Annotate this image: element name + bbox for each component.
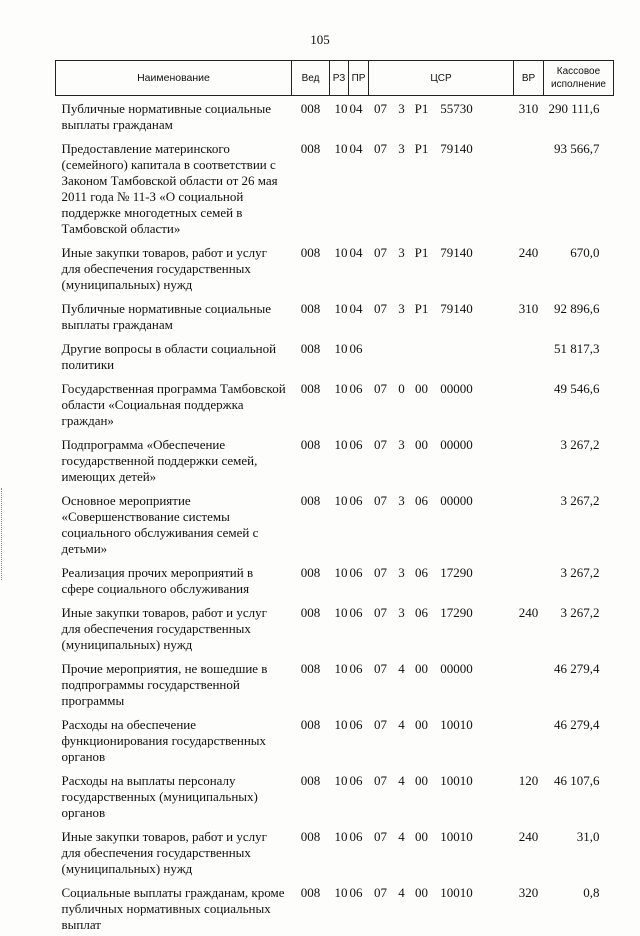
table-row xyxy=(56,600,614,656)
row-csr-program: 07 xyxy=(369,885,393,901)
row-csr xyxy=(369,656,514,712)
row-kassovoe-ispolnenie: 46 107,6 xyxy=(544,768,614,824)
row-csr-subprogram: 3 xyxy=(393,101,411,117)
row-pr: 04 xyxy=(349,240,369,296)
row-ved: 008 xyxy=(292,600,330,656)
row-csr-activity: 00 xyxy=(411,381,433,397)
row-vr xyxy=(514,560,544,600)
row-csr xyxy=(369,136,514,240)
row-csr-subprogram: 3 xyxy=(393,565,411,581)
row-csr xyxy=(369,336,514,376)
row-rz: 10 xyxy=(330,336,349,376)
row-csr-direction: 79140 xyxy=(433,245,481,261)
row-kassovoe-ispolnenie: 92 896,6 xyxy=(544,296,614,336)
row-pr: 06 xyxy=(349,488,369,560)
row-ved: 008 xyxy=(292,560,330,600)
row-csr-direction: 00000 xyxy=(433,437,481,453)
header-ved: Вед xyxy=(292,61,330,96)
row-csr-program: 07 xyxy=(369,565,393,581)
row-csr-direction: 10010 xyxy=(433,773,481,789)
row-ved: 008 xyxy=(292,376,330,432)
row-vr: 240 xyxy=(514,824,544,880)
row-kassovoe-ispolnenie: 290 111,6 xyxy=(544,96,614,137)
row-csr-subprogram: 4 xyxy=(393,773,411,789)
row-csr-activity: 00 xyxy=(411,885,433,901)
row-csr-activity: 00 xyxy=(411,717,433,733)
row-csr-subprogram: 4 xyxy=(393,661,411,677)
row-csr-activity: P1 xyxy=(411,141,433,157)
row-csr-subprogram: 3 xyxy=(393,301,411,317)
row-csr-subprogram: 4 xyxy=(393,829,411,845)
row-name: Прочие мероприятия, не вошедшие в подпрограммы государственной программы xyxy=(56,656,292,712)
row-csr-subprogram: 3 xyxy=(393,605,411,621)
table-body xyxy=(56,96,614,936)
table-row xyxy=(56,880,614,936)
row-pr: 04 xyxy=(349,96,369,137)
table-row xyxy=(56,136,614,240)
table-row xyxy=(56,712,614,768)
row-csr-activity: 00 xyxy=(411,773,433,789)
table-row xyxy=(56,336,614,376)
row-rz: 10 xyxy=(330,560,349,600)
row-csr xyxy=(369,768,514,824)
row-csr xyxy=(369,824,514,880)
row-vr: 120 xyxy=(514,768,544,824)
header-name: Наименование xyxy=(56,61,292,96)
row-csr xyxy=(369,296,514,336)
row-vr: 310 xyxy=(514,296,544,336)
row-csr-program: 07 xyxy=(369,301,393,317)
row-csr-direction: 00000 xyxy=(433,381,481,397)
table-row xyxy=(56,96,614,137)
row-rz: 10 xyxy=(330,240,349,296)
row-kassovoe-ispolnenie: 31,0 xyxy=(544,824,614,880)
row-vr xyxy=(514,336,544,376)
table-row xyxy=(56,768,614,824)
row-csr-activity: P1 xyxy=(411,101,433,117)
row-name: Публичные нормативные социальные выплаты гражданам xyxy=(56,296,292,336)
row-ved: 008 xyxy=(292,880,330,936)
row-csr-direction: 10010 xyxy=(433,717,481,733)
row-csr-activity: 06 xyxy=(411,605,433,621)
row-csr-direction: 79140 xyxy=(433,301,481,317)
row-name: Публичные нормативные социальные выплаты гражданам xyxy=(56,96,292,137)
row-csr-activity: 06 xyxy=(411,493,433,509)
row-csr xyxy=(369,880,514,936)
table-row xyxy=(56,376,614,432)
row-csr-subprogram: 4 xyxy=(393,717,411,733)
row-csr xyxy=(369,712,514,768)
row-csr-activity: P1 xyxy=(411,301,433,317)
row-vr xyxy=(514,376,544,432)
row-csr-subprogram: 3 xyxy=(393,437,411,453)
row-csr xyxy=(369,600,514,656)
row-csr-subprogram: 3 xyxy=(393,245,411,261)
row-vr xyxy=(514,712,544,768)
row-name: Расходы на обеспечение функционирования государственных органов xyxy=(56,712,292,768)
row-name: Расходы на выплаты персоналу государственных (муниципальных) органов xyxy=(56,768,292,824)
row-csr-program: 07 xyxy=(369,605,393,621)
row-pr: 06 xyxy=(349,656,369,712)
row-csr-direction: 55730 xyxy=(433,101,481,117)
row-ved: 008 xyxy=(292,136,330,240)
row-ved: 008 xyxy=(292,768,330,824)
row-csr-program: 07 xyxy=(369,437,393,453)
row-csr-subprogram: 0 xyxy=(393,381,411,397)
table-row xyxy=(56,488,614,560)
row-csr-program: 07 xyxy=(369,101,393,117)
row-rz: 10 xyxy=(330,488,349,560)
row-csr-program: 07 xyxy=(369,493,393,509)
row-ved: 008 xyxy=(292,656,330,712)
row-kassovoe-ispolnenie: 3 267,2 xyxy=(544,488,614,560)
row-csr xyxy=(369,96,514,137)
row-csr-subprogram: 3 xyxy=(393,493,411,509)
row-rz: 10 xyxy=(330,880,349,936)
header-kassovoe-ispolnenie: Кассовое исполнение xyxy=(544,61,614,96)
row-name: Другие вопросы в области социальной политики xyxy=(56,336,292,376)
row-rz: 10 xyxy=(330,432,349,488)
row-csr-direction: 17290 xyxy=(433,605,481,621)
row-kassovoe-ispolnenie: 51 817,3 xyxy=(544,336,614,376)
row-rz: 10 xyxy=(330,824,349,880)
row-pr: 06 xyxy=(349,880,369,936)
row-csr-direction: 17290 xyxy=(433,565,481,581)
table-row xyxy=(56,656,614,712)
row-ved: 008 xyxy=(292,336,330,376)
table-row xyxy=(56,824,614,880)
row-rz: 10 xyxy=(330,656,349,712)
row-pr: 06 xyxy=(349,824,369,880)
row-kassovoe-ispolnenie: 3 267,2 xyxy=(544,560,614,600)
row-rz: 10 xyxy=(330,768,349,824)
row-ved: 008 xyxy=(292,240,330,296)
row-name: Иные закупки товаров, работ и услуг для обеспечения государственных (муниципальных) нужд xyxy=(56,240,292,296)
row-pr: 06 xyxy=(349,600,369,656)
table-row xyxy=(56,560,614,600)
row-name: Основное мероприятие «Совершенствование системы социального обслуживания семей с детьми» xyxy=(56,488,292,560)
row-vr: 240 xyxy=(514,240,544,296)
row-vr xyxy=(514,488,544,560)
row-name: Подпрограмма «Обеспечение государственной поддержки семей, имеющих детей» xyxy=(56,432,292,488)
row-csr-program: 07 xyxy=(369,717,393,733)
table-row xyxy=(56,240,614,296)
row-kassovoe-ispolnenie: 3 267,2 xyxy=(544,432,614,488)
row-rz: 10 xyxy=(330,136,349,240)
row-csr-activity: 06 xyxy=(411,565,433,581)
row-kassovoe-ispolnenie: 46 279,4 xyxy=(544,656,614,712)
row-csr-program: 07 xyxy=(369,773,393,789)
row-csr-direction: 10010 xyxy=(433,829,481,845)
table-row xyxy=(56,296,614,336)
row-csr-program: 07 xyxy=(369,381,393,397)
row-name: Социальные выплаты гражданам, кроме публичных нормативных социальных выплат xyxy=(56,880,292,936)
row-name: Иные закупки товаров, работ и услуг для обеспечения государственных (муниципальных) нужд xyxy=(56,824,292,880)
row-ved: 008 xyxy=(292,712,330,768)
row-ved: 008 xyxy=(292,96,330,137)
header-csr: ЦСР xyxy=(369,61,514,96)
row-pr: 04 xyxy=(349,296,369,336)
table-row xyxy=(56,432,614,488)
row-name: Реализация прочих мероприятий в сфере социального обслуживания xyxy=(56,560,292,600)
row-kassovoe-ispolnenie: 670,0 xyxy=(544,240,614,296)
row-csr-direction: 10010 xyxy=(433,885,481,901)
row-name: Государственная программа Тамбовской области «Социальная поддержка граждан» xyxy=(56,376,292,432)
row-vr xyxy=(514,136,544,240)
row-pr: 06 xyxy=(349,432,369,488)
row-ved: 008 xyxy=(292,296,330,336)
row-pr: 06 xyxy=(349,712,369,768)
row-csr-direction: 79140 xyxy=(433,141,481,157)
row-rz: 10 xyxy=(330,96,349,137)
row-pr: 06 xyxy=(349,336,369,376)
row-csr-activity: 00 xyxy=(411,661,433,677)
row-csr xyxy=(369,560,514,600)
row-pr: 06 xyxy=(349,376,369,432)
row-vr: 310 xyxy=(514,96,544,137)
row-kassovoe-ispolnenie: 3 267,2 xyxy=(544,600,614,656)
budget-table xyxy=(55,60,614,936)
row-rz: 10 xyxy=(330,376,349,432)
row-vr: 320 xyxy=(514,880,544,936)
row-pr: 06 xyxy=(349,768,369,824)
row-csr-subprogram: 3 xyxy=(393,141,411,157)
page-number: 105 xyxy=(0,32,640,48)
row-csr-program: 07 xyxy=(369,141,393,157)
row-csr xyxy=(369,432,514,488)
row-csr-program: 07 xyxy=(369,661,393,677)
row-kassovoe-ispolnenie: 0,8 xyxy=(544,880,614,936)
row-csr xyxy=(369,376,514,432)
row-rz: 10 xyxy=(330,296,349,336)
scan-edge-mark xyxy=(1,488,4,580)
row-pr: 06 xyxy=(349,560,369,600)
row-kassovoe-ispolnenie: 93 566,7 xyxy=(544,136,614,240)
row-name: Иные закупки товаров, работ и услуг для обеспечения государственных (муниципальных) нужд xyxy=(56,600,292,656)
row-rz: 10 xyxy=(330,600,349,656)
row-ved: 008 xyxy=(292,824,330,880)
row-csr-direction: 00000 xyxy=(433,661,481,677)
row-csr-subprogram: 4 xyxy=(393,885,411,901)
row-vr xyxy=(514,432,544,488)
row-name: Предоставление материнского (семейного) капитала в соответствии с Законом Тамбовской области от 26 мая 2011 года № 11-З «О социальной поддержке многодетных семей в Тамбовской области» xyxy=(56,136,292,240)
header-pr: ПР xyxy=(349,61,369,96)
row-ved: 008 xyxy=(292,488,330,560)
row-vr xyxy=(514,656,544,712)
table-header xyxy=(56,61,614,96)
header-vr: ВР xyxy=(514,61,544,96)
row-csr-activity: P1 xyxy=(411,245,433,261)
row-rz: 10 xyxy=(330,712,349,768)
row-kassovoe-ispolnenie: 46 279,4 xyxy=(544,712,614,768)
row-csr-program: 07 xyxy=(369,245,393,261)
row-csr xyxy=(369,240,514,296)
row-csr-activity: 00 xyxy=(411,829,433,845)
row-ved: 008 xyxy=(292,432,330,488)
row-kassovoe-ispolnenie: 49 546,6 xyxy=(544,376,614,432)
row-csr-direction: 00000 xyxy=(433,493,481,509)
row-vr: 240 xyxy=(514,600,544,656)
row-pr: 04 xyxy=(349,136,369,240)
row-csr-program: 07 xyxy=(369,829,393,845)
row-csr-activity: 00 xyxy=(411,437,433,453)
header-rz: РЗ xyxy=(330,61,349,96)
row-csr xyxy=(369,488,514,560)
